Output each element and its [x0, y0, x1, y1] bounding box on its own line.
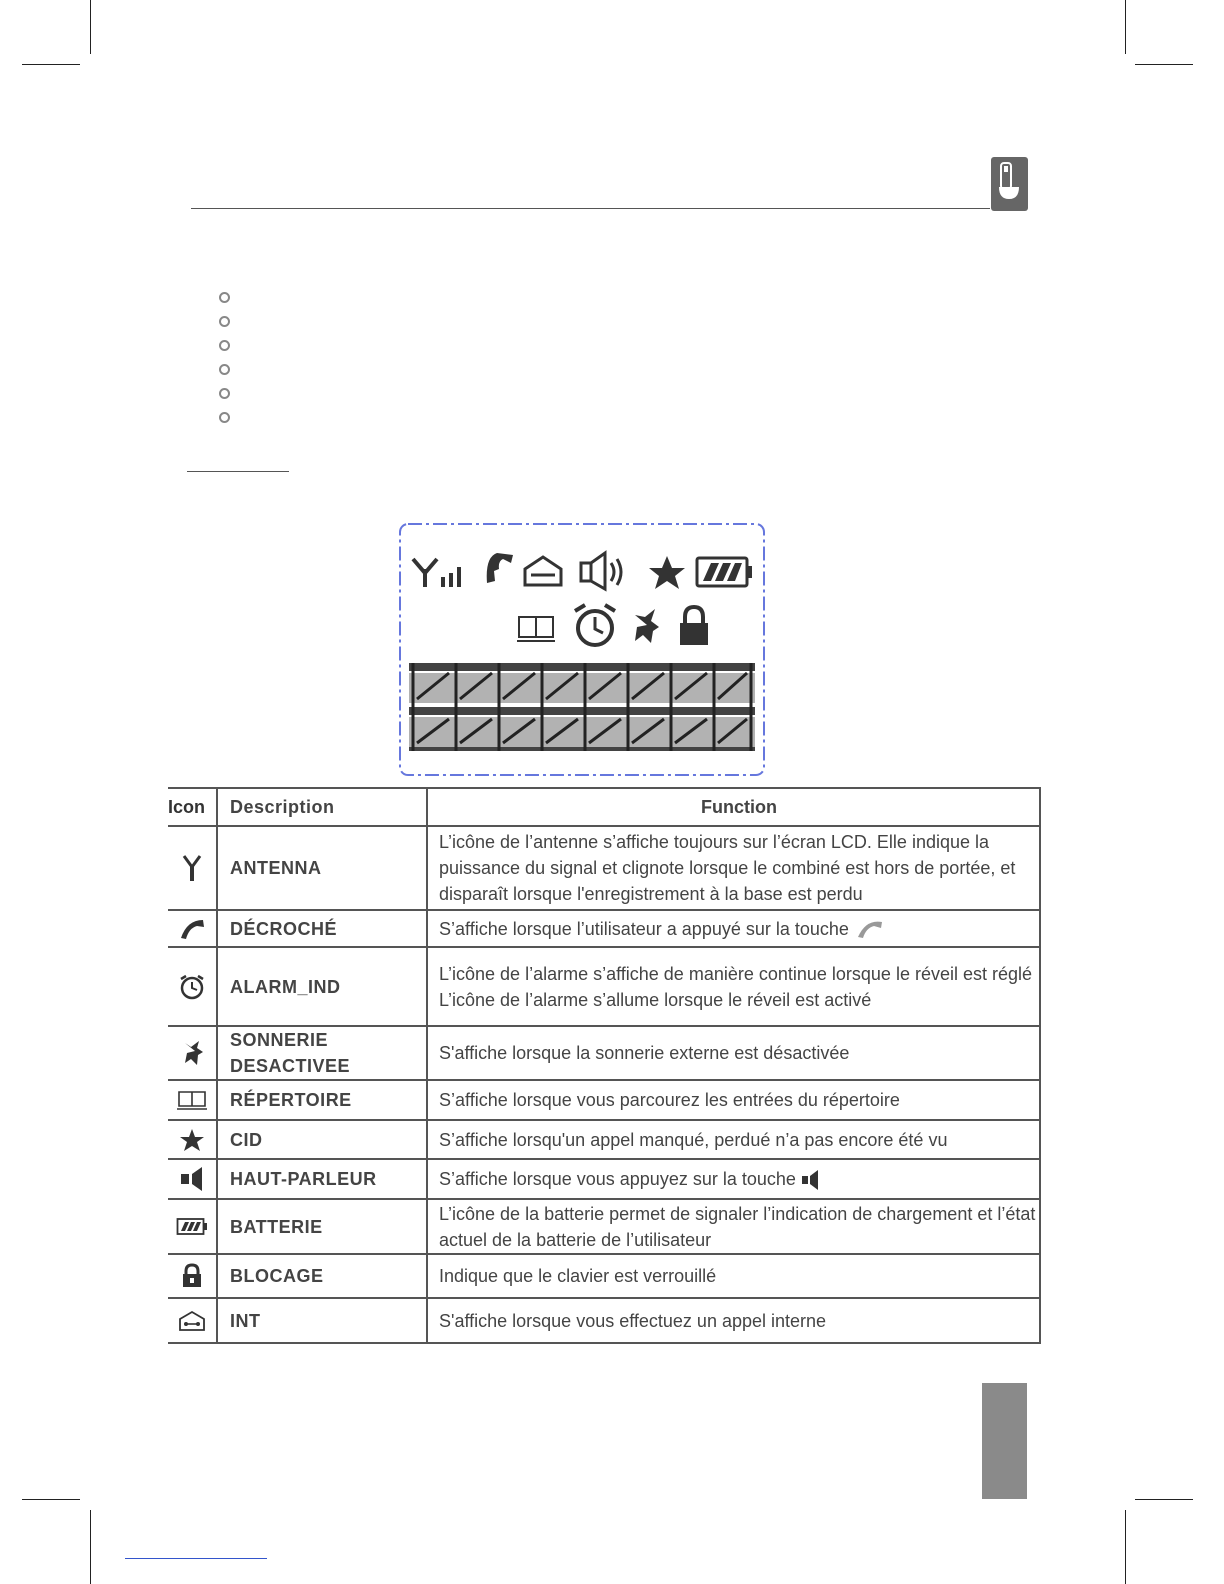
row-function-line: L’icône de l’alarme s’affiche de manière continue lorsque le réveil est réglé — [439, 963, 1033, 984]
row-description: INT — [217, 1298, 427, 1343]
table-row — [168, 1120, 1040, 1159]
lcd-icon-table — [168, 787, 1041, 1344]
bullet-point — [219, 340, 230, 351]
bullet-point — [219, 292, 230, 303]
phone-section-tab — [991, 157, 1028, 211]
row-description: BATTERIE — [217, 1199, 427, 1254]
lcd-phonebook-icon — [517, 617, 555, 641]
bullet-point — [219, 316, 230, 327]
speaker-icon — [168, 1159, 217, 1199]
table-row — [168, 1026, 1040, 1080]
row-description: CID — [217, 1120, 427, 1159]
table-row — [168, 1298, 1040, 1343]
row-function: S’affiche lorsqu'un appel manqué, perdué n’a pas encore été vu — [427, 1120, 1040, 1159]
row-description: ANTENNA — [217, 826, 427, 910]
row-description: SONNERIE DESACTIVEE — [217, 1026, 427, 1080]
bullet-point — [219, 364, 230, 375]
table-row — [168, 910, 1040, 947]
star-icon — [168, 1120, 217, 1159]
lcd-lock-icon — [680, 607, 708, 645]
row-function: L’icône de la batterie permet de signaler l’indication de chargement et l’état actuel de la batterie de l’utilisateur — [427, 1199, 1040, 1254]
row-function-text: S’affiche lorsque l’utilisateur a appuyé sur la touche — [439, 918, 849, 939]
bullet-point — [219, 388, 230, 399]
speaker-key-icon — [801, 1169, 821, 1191]
footer-link-underline[interactable] — [125, 1558, 267, 1559]
row-description: HAUT-PARLEUR — [217, 1159, 427, 1199]
crop-mark — [22, 1499, 80, 1500]
bullet-point — [219, 412, 230, 423]
row-function: S'affiche lorsque la sonnerie externe est désactivée — [427, 1026, 1040, 1080]
table-row — [168, 1159, 1040, 1199]
section-underline — [187, 471, 289, 472]
row-function-line: L’icône de l’alarme s’allume lorsque le réveil est activé — [439, 989, 872, 1010]
intercom-house-icon — [168, 1298, 217, 1343]
battery-icon — [168, 1199, 217, 1254]
lcd-ringer-off-icon — [635, 609, 659, 643]
row-description: BLOCAGE — [217, 1254, 427, 1298]
bullet-list — [219, 292, 230, 436]
crop-mark — [90, 0, 91, 54]
ringer-off-icon — [168, 1026, 217, 1080]
lcd-battery-icon — [697, 558, 752, 586]
row-function — [427, 910, 1040, 947]
row-description: DÉCROCHÉ — [217, 910, 427, 947]
table-header-row — [168, 788, 1040, 826]
row-function — [427, 1159, 1040, 1199]
header-icon: Icon — [168, 788, 217, 826]
lcd-display-illustration — [399, 523, 765, 776]
lcd-alarm-clock-icon — [575, 605, 615, 645]
row-function: Indique que le clavier est verrouillé — [427, 1254, 1040, 1298]
table-row — [168, 1199, 1040, 1254]
crop-mark — [1135, 1499, 1193, 1500]
crop-mark — [1125, 1510, 1126, 1584]
lcd-intercom-house-icon — [525, 557, 561, 585]
lcd-star-icon — [649, 556, 685, 589]
crop-mark — [1135, 64, 1193, 65]
header-rule — [191, 208, 990, 209]
offhook-key-icon — [854, 919, 884, 941]
row-function: S’affiche lorsque vous parcourez les entrées du répertoire — [427, 1080, 1040, 1120]
table-row — [168, 947, 1040, 1026]
row-description: RÉPERTOIRE — [217, 1080, 427, 1120]
row-function: S'affiche lorsque vous effectuez un appel interne — [427, 1298, 1040, 1343]
handset-icon — [168, 910, 217, 947]
row-function: L’icône de l’antenne s’affiche toujours sur l’écran LCD. Elle indique la puissance du signal et clignote lorsque le combiné est hors de portée, et disparaît lorsque l'enregistrement à la base est perdu — [427, 826, 1040, 910]
lcd-handset-icon — [487, 553, 513, 583]
row-function — [427, 947, 1040, 1026]
table-row — [168, 1254, 1040, 1298]
table-row — [168, 1080, 1040, 1120]
lcd-antenna-icon — [413, 559, 461, 587]
header-function: Function — [427, 788, 1040, 826]
header-description: Description — [217, 788, 427, 826]
row-description: ALARM_IND — [217, 947, 427, 1026]
phonebook-icon — [168, 1080, 217, 1120]
crop-mark — [1125, 0, 1126, 54]
antenna-icon — [168, 826, 217, 910]
lock-icon — [168, 1254, 217, 1298]
lcd-speaker-icon — [581, 553, 621, 589]
row-function-text: S’affiche lorsque vous appuyez sur la touche — [439, 1169, 796, 1189]
alarm-clock-icon — [168, 947, 217, 1026]
page-side-tab — [982, 1383, 1027, 1499]
crop-mark — [22, 64, 80, 65]
table-row — [168, 826, 1040, 910]
handset-tab-icon — [991, 157, 1028, 211]
crop-mark — [90, 1510, 91, 1584]
